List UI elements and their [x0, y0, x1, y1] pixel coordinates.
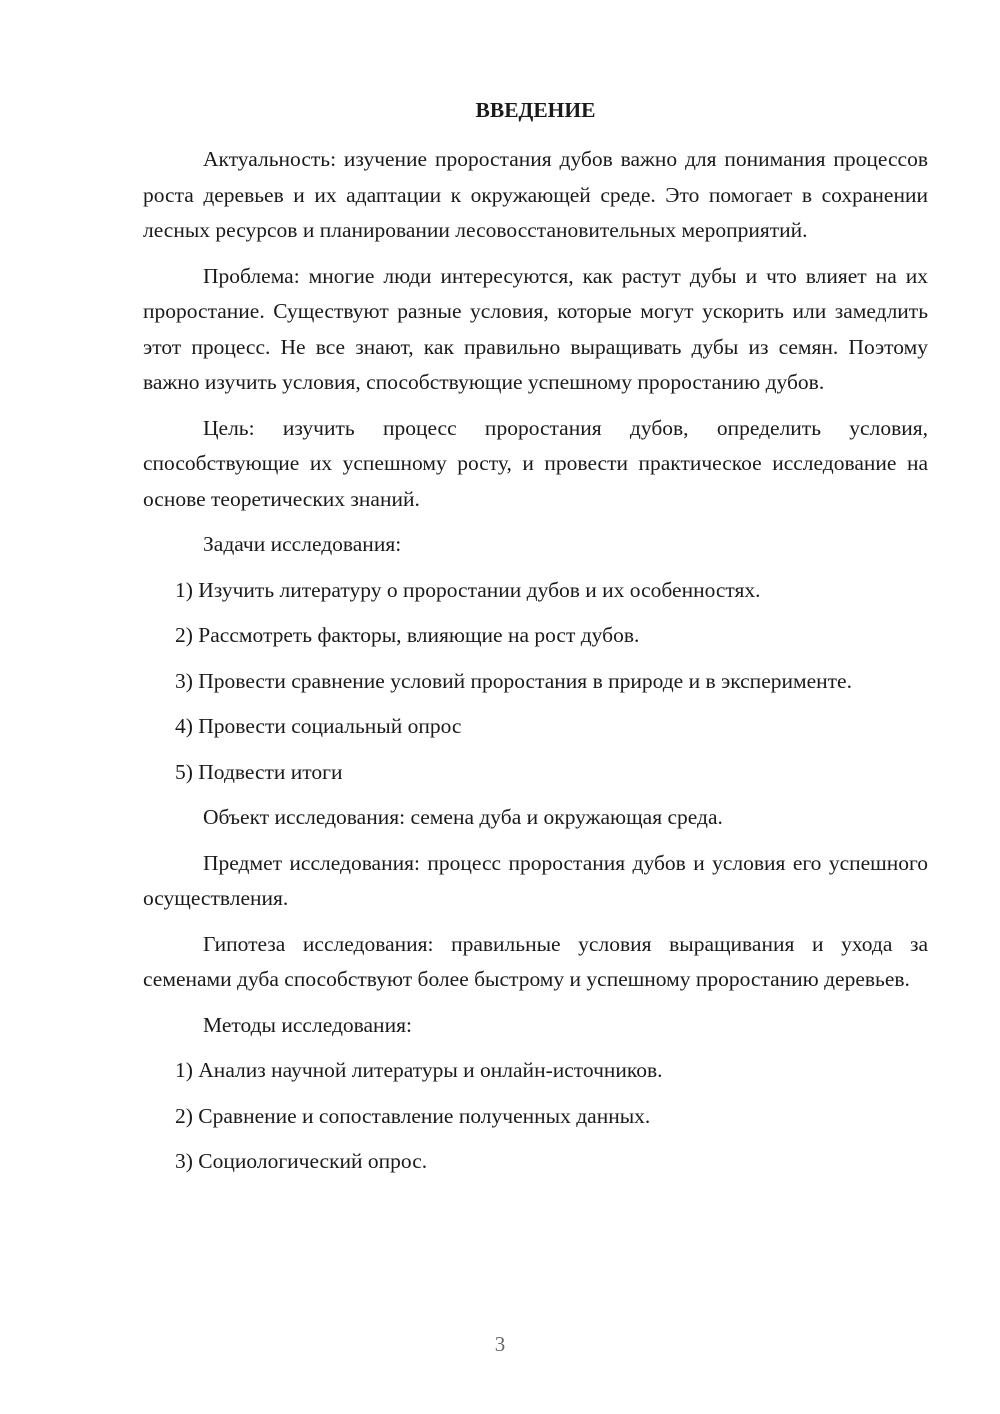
goal-paragraph: Цель: изучить процесс проростания дубов, определить условия, способствующие их успешному росту, и провести практическое исследование на основе теоретических знаний. [143, 415, 928, 511]
subject-paragraph: Предмет исследования: процесс проростания дубов и условия его успешного осуществления. [143, 850, 928, 910]
page-content [143, 93, 928, 1190]
task-item: 4) Провести социальный опрос [175, 714, 462, 738]
method-item: 2) Сравнение и сопоставление полученных данных. [175, 1103, 651, 1128]
task-item: 2) Рассмотреть факторы, влияющие на рост дубов. [175, 623, 640, 647]
problem-paragraph: Проблема: многие люди интересуются, как растут дубы и что влияет на их проростание. Существуют разные условия, которые могут ускорить или замедлить этот процесс. Не все знают, как правильно выращивать дубы из семян. Поэтому важно изучить условия, способствующие успешному проростанию дубов. [143, 263, 928, 394]
task-item: 1) Изучить литературу о проростании дубов и их особенностях. [175, 577, 761, 602]
methods-heading: Методы исследования: [203, 1012, 412, 1037]
relevance-paragraph: Актуальность: изучение проростания дубов важно для понимания процессов роста деревьев и их адаптации к окружающей среде. Это помогает в сохранении лесных ресурсов и планировании лесовосстановительных мероприятий. [143, 147, 928, 242]
object-paragraph: Объект исследования: семена дуба и окружающая среда. [203, 805, 723, 829]
page-number: 3 [494, 1332, 506, 1356]
hypothesis-paragraph: Гипотеза исследования: правильные условия выращивания и ухода за семенами дуба способствуют более быстрому и успешному проростанию деревьев. [143, 931, 928, 991]
tasks-heading: Задачи исследования: [203, 532, 402, 556]
method-item: 3) Социологический опрос. [175, 1149, 428, 1173]
task-item: 3) Провести сравнение условий проростания в природе и в эксперименте. [175, 668, 852, 693]
method-item: 1) Анализ научной литературы и онлайн-источников. [175, 1058, 663, 1082]
task-item: 5) Подвести итоги [175, 759, 343, 784]
page-title: ВВЕДЕНИЕ [475, 98, 596, 122]
